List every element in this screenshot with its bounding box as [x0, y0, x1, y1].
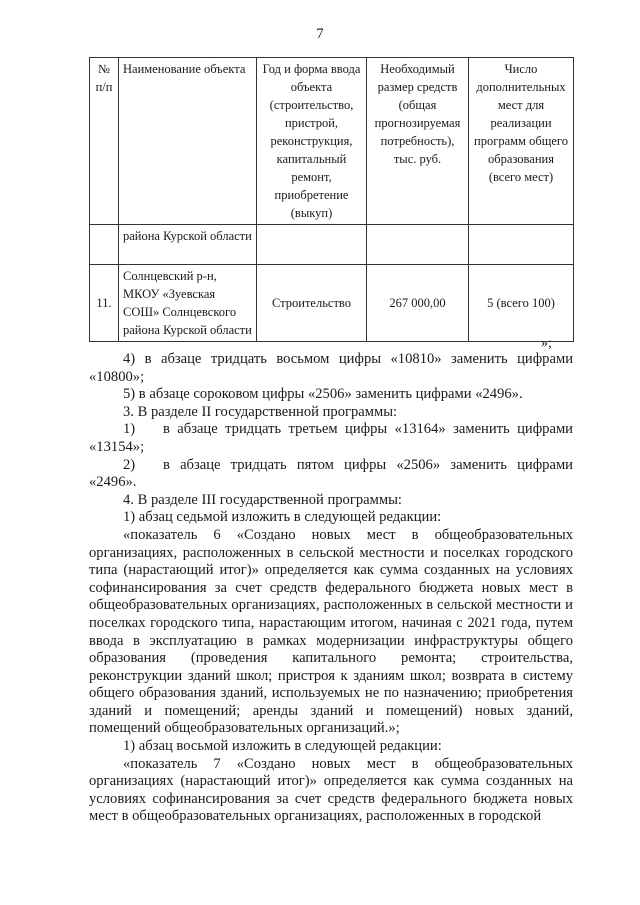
cell-number: 11.	[90, 265, 119, 342]
list-text: в абзаце тридцать пятом цифры «2506» заменить цифрами «2496».	[89, 456, 573, 491]
header-cost: Необходимый размер средств (общая прогнозируемая потребность), тыс. руб.	[367, 58, 469, 225]
header-name: Наименование объекта	[119, 58, 257, 225]
document-body	[89, 351, 573, 826]
cell-places: 5 (всего 100)	[469, 265, 574, 342]
table-row	[90, 225, 574, 265]
paragraph: 1) абзац восьмой изложить в следующей редакции:	[123, 738, 442, 755]
cell-cost	[367, 225, 469, 265]
cell-places	[469, 225, 574, 265]
paragraph: 5) в абзаце сороковом цифры «2506» заменить цифрами «2496».	[123, 386, 523, 403]
table-header-row	[90, 58, 574, 225]
list-number: 2)	[123, 456, 136, 473]
paragraph: «показатель 7 «Создано новых мест в общеобразовательных организациях (нарастающий итог)» определяется как сумма созданных на условиях софинансирования за счет средств федерального бюджета новых мест в общеобразовательных организациях, расположенных в городской	[89, 755, 573, 825]
header-number: № п/п	[90, 58, 119, 225]
cell-name: района Курской области	[119, 225, 257, 265]
cell-form: Строительство	[257, 265, 367, 342]
paragraph: 4) в абзаце тридцать восьмом цифры «10810» заменить цифрами «10800»;	[89, 351, 573, 385]
paragraph: 1) абзац седьмой изложить в следующей редакции:	[123, 509, 442, 526]
paragraph: «показатель 6 «Создано новых мест в общеобразовательных организациях, расположенных в сельской местности и поселках городского типа (нарастающий итог)» определяется как сумма созданных на условиях софинансирования за счет средств федерального бюджета новых мест в общеобразовательных организациях, расположенных в сельской местности и поселках городского типа, нарастающим итогом, начиная с 2021 года, путем ввода в эксплуатацию в рамках модернизации инфраструктуры общего образования (проведения капитального ремонта; строительства, реконструкции зданий школ; пристроя к зданиям школ; возврата в систему общего образования зданий, используемых не по назначению; приобретения зданий и помещений; аренды зданий и помещений) новых зданий, помещений общеобразовательных организаций.»;	[89, 526, 573, 737]
table-row	[90, 265, 574, 342]
list-text: в абзаце тридцать третьем цифры «13164» заменить цифрами «13154»;	[89, 421, 573, 455]
objects-table	[89, 57, 574, 342]
paragraph	[89, 457, 573, 492]
cell-name: Солнцевский р-н, МКОУ «Зуевская СОШ» Солнцевского района Курской области	[119, 265, 257, 342]
cell-number	[90, 225, 119, 265]
header-form: Год и форма ввода объекта (строительство, пристрой, реконструкция, капитальный ремонт, приобретение (выкуп)	[257, 58, 367, 225]
header-places: Число дополнительных мест для реализации программ общего образования (всего мест)	[469, 58, 574, 225]
page-number: 7	[316, 26, 324, 42]
paragraph: 4. В разделе III государственной программы:	[123, 491, 402, 508]
cell-cost: 267 000,00	[367, 265, 469, 342]
paragraph	[89, 421, 573, 456]
table-closing-quote: »;	[541, 336, 552, 351]
list-number: 1)	[123, 421, 136, 438]
cell-form	[257, 225, 367, 265]
paragraph: 3. В разделе II государственной программы:	[123, 403, 398, 420]
